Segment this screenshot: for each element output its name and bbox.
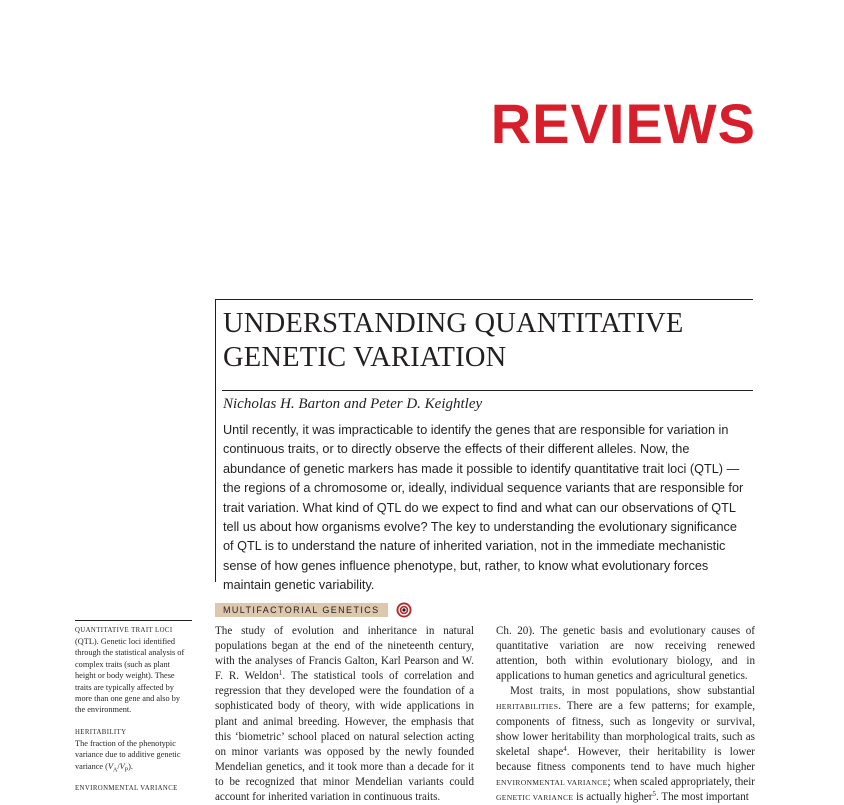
article-title-line2: GENETIC VARIATION	[223, 342, 507, 373]
body-column-right	[496, 624, 755, 805]
glossary-definition-qtl: (QTL). Genetic loci identified through the statistical analysis of complex traits (such as plant height or body weight). These traits are typically affected by more than one gene and also by the environment.	[75, 637, 185, 715]
glossary-term-link: GENETIC VARIANCE	[496, 793, 574, 803]
body-paragraph: The study of evolution and inheritance in natural populations began at the end of the nineteenth century, with the analyses of Francis Galton, Karl Pearson and W. F. R. Weldon$^1$. The statistical tools of correlation and regression that they developed were the foundation of a sophisticated body of theory, with wide applications in plant and animal breeding. However, the emphasis that this ‘biometric’ school placed on natural selection acting on minor variants was opposed by the newly founded Mendelian genetics, and it took more than a decade for it to be recognized that minor Mendelian variants could account for inherited variation in continuous traits.	[215, 625, 474, 804]
article-abstract: Until recently, it was impracticable to identify the genes that are responsible for variation in continuous traits, or to directly observe the effects of their different alleles. Now, the abundance of genetic markers has made it possible to identify quantitative trait loci (QTL) — the regions of a chromosome or, ideally, individual sequence variants that are responsible for trait variation. What kind of QTL do we expect to find and what can our observations of QTL tell us about how organisms evolve? The key to understanding the evolutionary significance of QTL is to understand the nature of inherited variation, not in the immediate mechanistic sense of how genes influence phenotype, but, rather, to know what evolutionary forces maintain genetic variability.	[223, 423, 744, 593]
journal-section-header: REVIEWS	[490, 92, 756, 155]
body-paragraph: Ch. 20). The genetic basis and evolutionary causes of quantitative variation are now receiving renewed attention, both within evolutionary biology, and in applications to human genetics and agricultural genetics.	[496, 625, 755, 683]
title-box-vertical-rule	[215, 299, 216, 582]
glossary-term-link: ENVIRONMENTAL VARIANCE	[496, 777, 608, 787]
title-divider-rule	[222, 390, 753, 391]
glossary-term-environmental-variance: ENVIRONMENTAL VARIANCE	[75, 785, 178, 793]
glossary-term-heritability: HERITABILITY	[75, 728, 127, 736]
section-heading	[215, 603, 412, 617]
glossary-term-link: HERITABILITIES	[496, 702, 559, 712]
reference-marker: 1	[278, 669, 283, 678]
section-label: MULTIFACTORIAL GENETICS	[215, 603, 388, 617]
glossary-definition-heritability: The fraction of the phenotypic variance due to additive genetic variance $(V_A/V_P)$.	[75, 738, 181, 774]
article-title	[223, 307, 753, 375]
article-authors: Nicholas H. Barton and Peter D. Keightley	[223, 396, 483, 412]
article-title-line1: UNDERSTANDING QUANTITATIVE	[223, 308, 684, 339]
body-paragraph: Most traits, in most populations, show substantial HERITABILITIES. There are a few patterns; for example, components of fitness, such as longevity or survival, show lower heritability than morphological traits, such as skeletal shape$^4$. However, their heritability is lower because fitness components tend to have much higher ENVIRONMENTAL VARIANCE; when scaled appropriately, their GENETIC VARIANCE is actually higher$^5$. The most important	[496, 685, 755, 804]
target-icon	[396, 602, 412, 618]
glossary-sidebar	[75, 620, 192, 794]
title-box-top-rule	[215, 299, 753, 300]
glossary-rule	[75, 620, 192, 621]
reference-marker: 5	[652, 790, 656, 799]
reference-marker: 4	[563, 744, 567, 753]
body-column-left	[215, 624, 474, 805]
glossary-term-qtl: QUANTITATIVE TRAIT LOCI	[75, 627, 173, 634]
